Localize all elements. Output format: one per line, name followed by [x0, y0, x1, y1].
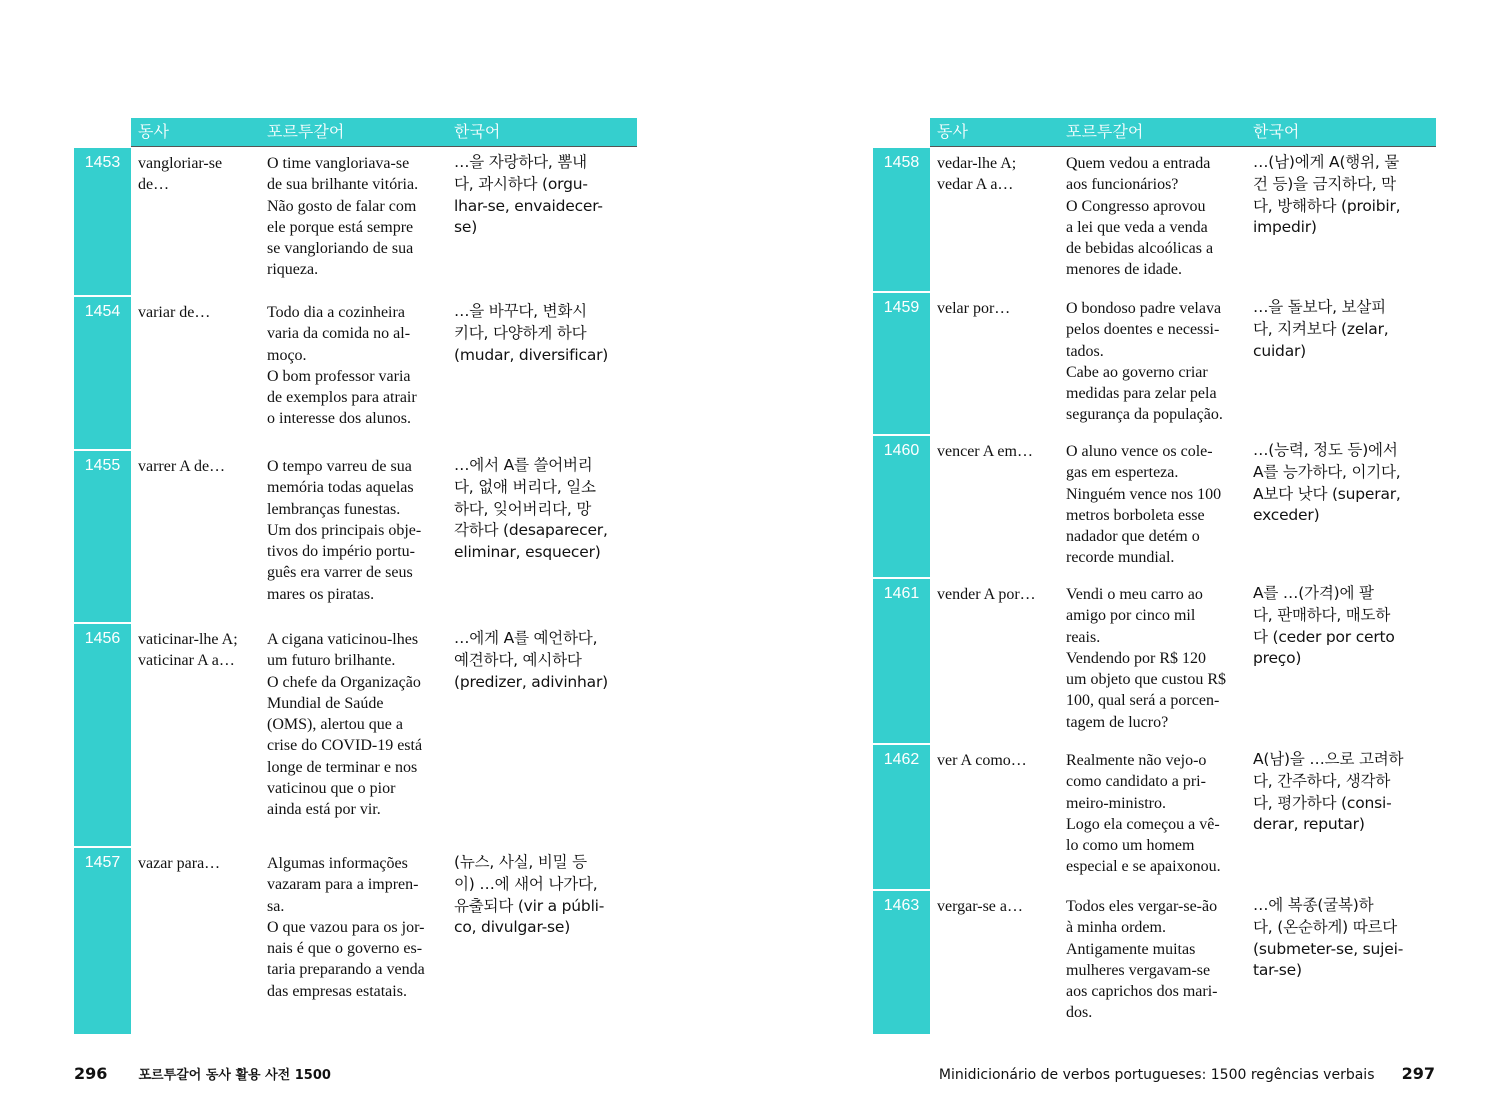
entry-portuguese-example: O time vangloriava-se de sua brilhante vitória. Não gosto de falar com ele porque está sempre se vangloriando de sua riqueza. — [267, 155, 419, 279]
entry-portuguese-example: Vendi o meu carro ao amigo por cinco mil reais. Vendendo por R$ 120 um objeto que custou R$ 100, qual será a porcen- tagem de lucro? — [1066, 586, 1226, 731]
table-header — [930, 118, 1436, 146]
entry-verb: vedar-lhe A; vedar A a… — [937, 155, 1017, 194]
entry-portuguese-example: A cigana vaticinou-lhes um futuro brilhante. O chefe da Organização Mundial de Saúde (OMS), alertou que a crise do COVID-19 está longe de terminar e nos vaticinou que o pior ainda está por vir. — [267, 631, 423, 819]
entry-korean-meaning: …(능력, 정도 등)에서 A를 능가하다, 이기다, A보다 낫다 (superar, exceder) — [1253, 441, 1401, 525]
entry-korean-meaning: …을 돌보다, 보살피 다, 지켜보다 (zelar, cuidar) — [1253, 298, 1389, 360]
entry-verb: vergar-se a… — [937, 898, 1024, 915]
entry-verb: velar por… — [937, 300, 1011, 317]
page-number: 297 — [1401, 1064, 1435, 1083]
entry-korean-meaning: A를 …(가격)에 팔 다, 판매하다, 매도하 다 (ceder por certo preço) — [1253, 584, 1395, 668]
entry-number: 1461 — [873, 579, 930, 743]
entry-number: 1454 — [74, 297, 131, 449]
entry-korean-meaning: …을 자랑하다, 뽐내 다, 과시하다 (orgu- lhar-se, envaidecer- se) — [454, 153, 603, 237]
entry-verb: vazar para… — [138, 855, 221, 872]
entry-korean-meaning: …(남)에게 A(행위, 물 건 등)을 금지하다, 막 다, 방해하다 (proibir, impedir) — [1253, 153, 1401, 237]
entry-portuguese-example: O tempo varreu de sua memória todas aquelas lembranças funestas. Um dos principais obje- tivos do império portu- guês era varrer de seus mares os piratas. — [267, 458, 422, 603]
header-portuguese: 포르투갈어 — [1066, 122, 1144, 141]
entry-number: 1458 — [873, 148, 930, 291]
entry-portuguese-example: Todos eles vergar-se-ão à minha ordem. Antigamente muitas mulheres vergavam-se aos caprichos dos mari- dos. — [1066, 898, 1218, 1022]
entry-portuguese-example: Realmente não vejo-o como candidato a pri- meiro-ministro. Logo ela começou a vê- lo como um homem especial e se apaixonou. — [1066, 752, 1221, 876]
entry-verb: vaticinar-lhe A; vaticinar A a… — [138, 631, 238, 670]
header-portuguese: 포르투갈어 — [267, 122, 345, 141]
table-header — [131, 118, 637, 146]
entry-korean-meaning: …을 바꾸다, 변화시 키다, 다양하게 하다 (mudar, diversificar) — [454, 302, 609, 364]
book-title: Minidicionário de verbos portugueses: 1500 regências verbais — [938, 1067, 1375, 1083]
entry-number: 1455 — [74, 451, 131, 622]
entry-verb: vender A por… — [937, 586, 1036, 603]
entry-portuguese-example: Algumas informações vazaram para a impren- sa. O que vazou para os jor- nais é que o governo es- taria preparando a venda das empresas estatais. — [267, 855, 425, 1000]
entry-verb: vangloriar-se de… — [138, 155, 223, 194]
entry-portuguese-example: O aluno vence os cole- gas em esperteza. Ninguém vence nos 100 metros borboleta esse nadador que detém o recorde mundial. — [1066, 443, 1222, 567]
header-verb: 동사 — [138, 122, 169, 141]
entry-portuguese-example: Todo dia a cozinheira varia da comida no al- moço. O bom professor varia de exemplos para atrair o interesse dos alunos. — [267, 304, 417, 428]
header-korean: 한국어 — [1253, 122, 1300, 141]
entry-number: 1456 — [74, 624, 131, 846]
header-rule — [930, 146, 1436, 147]
entry-number: 1459 — [873, 293, 930, 434]
entry-korean-meaning: …에 복종(굴복)하 다, (온순하게) 따르다 (submeter-se, sujei- tar-se) — [1253, 896, 1404, 980]
entry-verb: variar de… — [138, 304, 211, 321]
entry-number: 1462 — [873, 745, 930, 889]
entry-number: 1457 — [74, 848, 131, 1034]
entry-portuguese-example: O bondoso padre velava pelos doentes e necessi- tados. Cabe ao governo criar medidas para zelar pela segurança da população. — [1066, 300, 1223, 424]
header-korean: 한국어 — [454, 122, 501, 141]
entry-number: 1460 — [873, 436, 930, 577]
left-footer — [74, 1064, 331, 1083]
right-footer — [939, 1064, 1435, 1083]
entry-verb: ver A como… — [937, 752, 1027, 769]
entry-number: 1463 — [873, 891, 930, 1034]
entry-korean-meaning: A(남)을 …으로 고려하 다, 간주하다, 생각하 다, 평가하다 (consi- derar, reputar) — [1253, 750, 1404, 834]
book-title: 포르투갈어 동사 활용 사전 1500 — [138, 1068, 331, 1083]
entry-korean-meaning: (뉴스, 사실, 비밀 등 이) …에 새어 나가다, 유출되다 (vir a públi- co, divulgar-se) — [454, 853, 605, 937]
entry-number: 1453 — [74, 148, 131, 295]
entry-verb: varrer A de… — [138, 458, 226, 475]
page-number: 296 — [74, 1064, 108, 1083]
entry-korean-meaning: …에서 A를 쓸어버리 다, 없애 버리다, 일소 하다, 잊어버리다, 망 각하다 (desaparecer, eliminar, esquecer) — [454, 456, 608, 562]
entry-verb: vencer A em… — [937, 443, 1033, 460]
header-verb: 동사 — [937, 122, 968, 141]
header-rule — [131, 146, 637, 147]
entry-portuguese-example: Quem vedou a entrada aos funcionários? O Congresso aprovou a lei que veda a venda de bebidas alcoólicas a menores de idade. — [1066, 155, 1214, 279]
entry-korean-meaning: …에게 A를 예언하다, 예견하다, 예시하다 (predizer, adivinhar) — [454, 629, 608, 691]
